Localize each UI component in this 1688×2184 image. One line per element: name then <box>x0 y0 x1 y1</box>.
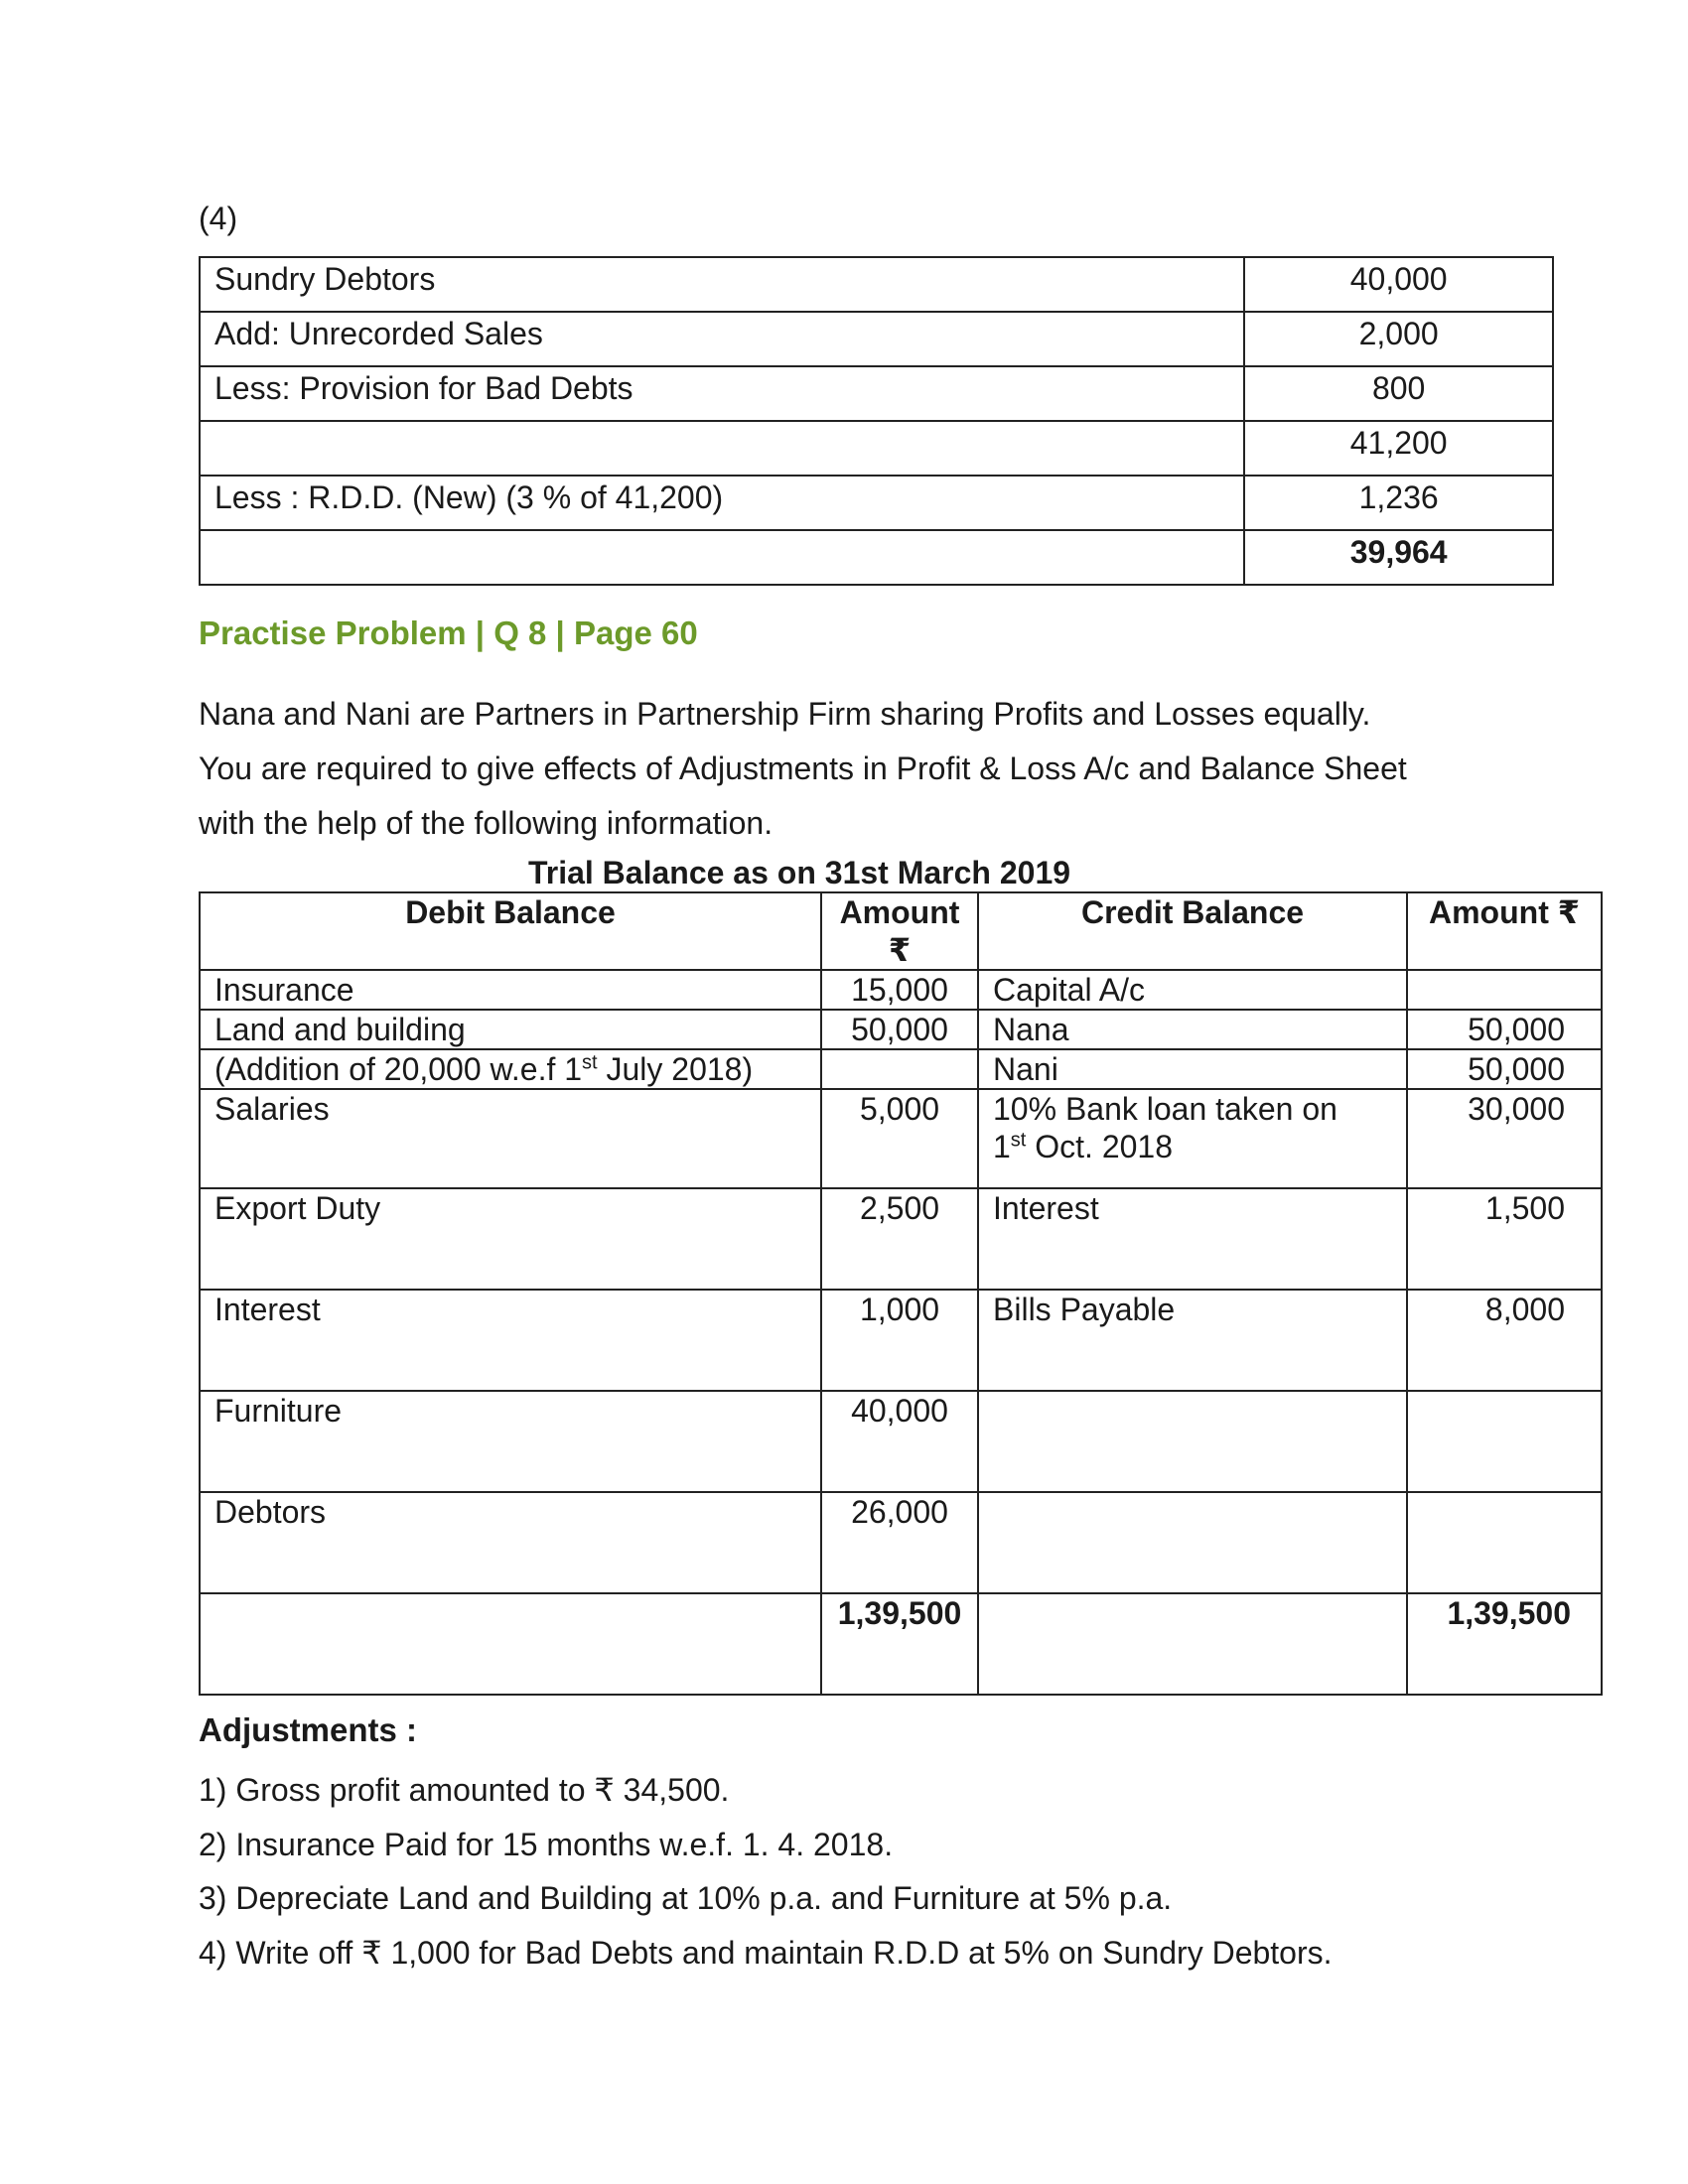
credit-amount <box>1407 1391 1602 1492</box>
credit-item: Nani <box>978 1049 1407 1089</box>
credit-item: Nana <box>978 1010 1407 1049</box>
list-item: 4) Write off ₹ 1,000 for Bad Debts and maintain R.D.D at 5% on Sundry Debtors. <box>199 1934 1333 1971</box>
list-item: 3) Depreciate Land and Building at 10% p.a. and Furniture at 5% p.a. <box>199 1880 1173 1916</box>
debit-item: Interest <box>200 1290 821 1391</box>
header-amount-debit <box>821 892 978 970</box>
table-row <box>200 1089 1602 1188</box>
credit-item <box>978 1089 1407 1188</box>
row-label: Less : R.D.D. (New) (3 % of 41,200) <box>200 476 1244 530</box>
list-item: 1) Gross profit amounted to ₹ 34,500. <box>199 1772 730 1808</box>
intro-line: Nana and Nani are Partners in Partnership Firm sharing Profits and Losses equally. <box>199 696 1371 732</box>
debit-item: Land and building <box>200 1010 821 1049</box>
credit-item <box>978 1391 1407 1492</box>
header-amount-label: Amount <box>839 894 960 930</box>
row-amount: 40,000 <box>1244 257 1553 312</box>
ordinal-suffix: st <box>1010 1129 1027 1152</box>
intro-paragraph <box>199 687 1489 851</box>
debit-amount: 2,500 <box>821 1188 978 1290</box>
rupee-symbol: ₹ <box>888 932 912 968</box>
trial-balance-table <box>199 891 1603 1696</box>
credit-item: Interest <box>978 1188 1407 1290</box>
table-row <box>200 366 1553 421</box>
ordinal-suffix: st <box>582 1051 598 1074</box>
debit-amount: 26,000 <box>821 1492 978 1593</box>
row-label <box>200 530 1244 585</box>
row-label: Sundry Debtors <box>200 257 1244 312</box>
table-row <box>200 1188 1602 1290</box>
debit-amount: 50,000 <box>821 1010 978 1049</box>
credit-item: Bills Payable <box>978 1290 1407 1391</box>
intro-line: with the help of the following information. <box>199 805 774 841</box>
row-amount-total: 39,964 <box>1244 530 1553 585</box>
table-row <box>200 970 1602 1010</box>
table-row <box>200 476 1553 530</box>
debit-amount: 40,000 <box>821 1391 978 1492</box>
table-row <box>200 1290 1602 1391</box>
table-row <box>200 421 1553 476</box>
debit-amount: 15,000 <box>821 970 978 1010</box>
debit-total: 1,39,500 <box>821 1593 978 1695</box>
table-row <box>200 1010 1602 1049</box>
credit-amount: 50,000 <box>1407 1010 1602 1049</box>
debit-item: Export Duty <box>200 1188 821 1290</box>
table-row <box>200 312 1553 366</box>
debit-item <box>200 1049 821 1089</box>
table-row-total <box>200 530 1553 585</box>
debit-amount: 5,000 <box>821 1089 978 1188</box>
debit-item: Insurance <box>200 970 821 1010</box>
row-label: Add: Unrecorded Sales <box>200 312 1244 366</box>
debit-amount <box>821 1049 978 1089</box>
row-amount: 2,000 <box>1244 312 1553 366</box>
debit-item: Debtors <box>200 1492 821 1593</box>
debit-item <box>200 1593 821 1695</box>
section-number: (4) <box>199 201 238 236</box>
credit-amount: 8,000 <box>1407 1290 1602 1391</box>
credit-text: 10% Bank loan taken on <box>993 1091 1337 1127</box>
row-label <box>200 421 1244 476</box>
row-label: Less: Provision for Bad Debts <box>200 366 1244 421</box>
intro-line: You are required to give effects of Adjustments in Profit & Loss A/c and Balance Sheet <box>199 751 1407 786</box>
debtors-table <box>199 256 1554 586</box>
debit-text: (Addition of 20,000 w.e.f 1 <box>214 1051 583 1087</box>
row-amount: 1,236 <box>1244 476 1553 530</box>
credit-amount: 30,000 <box>1407 1089 1602 1188</box>
table-row <box>200 1492 1602 1593</box>
credit-amount: 50,000 <box>1407 1049 1602 1089</box>
credit-amount <box>1407 970 1602 1010</box>
credit-item <box>978 1593 1407 1695</box>
trial-balance-title <box>199 852 1489 893</box>
debit-item: Salaries <box>200 1089 821 1188</box>
debit-text: July 2018) <box>597 1051 754 1087</box>
credit-item: Capital A/c <box>978 970 1407 1010</box>
credit-amount: 1,500 <box>1407 1188 1602 1290</box>
header-debit: Debit Balance <box>200 892 821 970</box>
adjustments-list <box>199 1763 1333 1979</box>
table-row <box>200 1049 1602 1089</box>
table-row <box>200 257 1553 312</box>
table-header-row <box>200 892 1602 970</box>
table-row-total <box>200 1593 1602 1695</box>
row-amount: 800 <box>1244 366 1553 421</box>
table-row <box>200 1391 1602 1492</box>
credit-total: 1,39,500 <box>1407 1593 1602 1695</box>
credit-amount <box>1407 1492 1602 1593</box>
credit-text <box>993 1128 1392 1165</box>
list-item: 2) Insurance Paid for 15 months w.e.f. 1. 4. 2018. <box>199 1826 894 1862</box>
debit-amount: 1,000 <box>821 1290 978 1391</box>
header-credit: Credit Balance <box>978 892 1407 970</box>
credit-text-part: 1 <box>993 1129 1011 1164</box>
trial-balance-title-text: Trial Balance as on 31st March 2019 <box>527 855 1071 890</box>
header-amount-credit: Amount ₹ <box>1407 892 1602 970</box>
row-amount: 41,200 <box>1244 421 1553 476</box>
adjustments-heading: Adjustments : <box>199 1711 418 1748</box>
practise-problem-heading: Practise Problem | Q 8 | Page 60 <box>199 614 698 651</box>
credit-text-part: Oct. 2018 <box>1026 1129 1173 1164</box>
debit-item: Furniture <box>200 1391 821 1492</box>
credit-item <box>978 1492 1407 1593</box>
